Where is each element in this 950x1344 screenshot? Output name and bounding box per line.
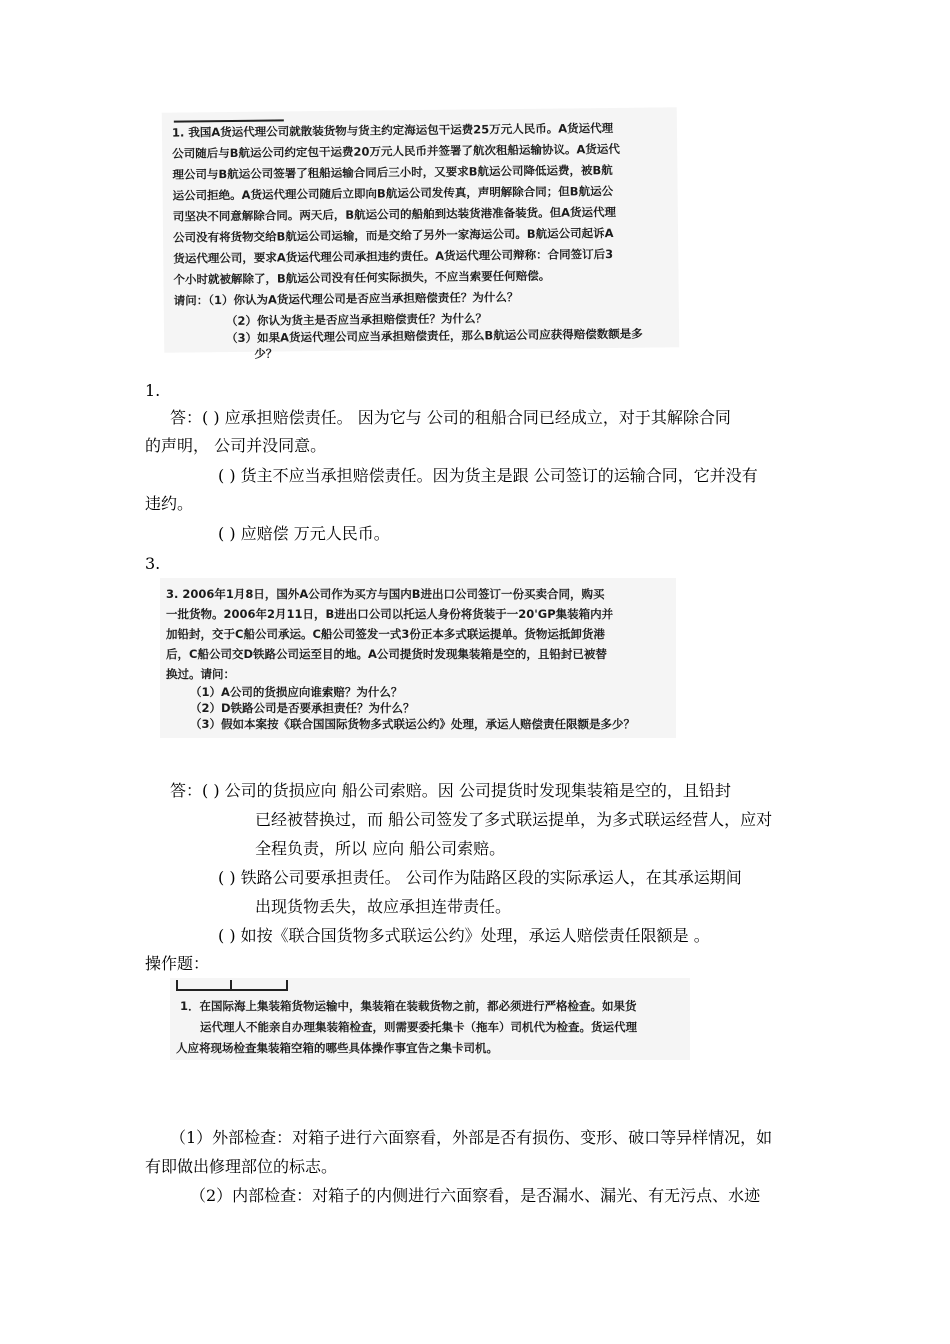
answer-3-line: 全程负责，所以 应向 船公司索赔。 — [255, 839, 506, 858]
scan1-line: 货运代理公司，要求A货运代理公司承担违约责任。A货运代理公司辩称：合同签订后3 — [173, 246, 614, 266]
operation-answer-line: 有即做出修理部位的标志。 — [145, 1157, 338, 1176]
scan2-line: （2）D铁路公司是否要承担责任？为什么？ — [190, 701, 415, 715]
scan1-line: （2）你认为货主是否应当承担赔偿责任？为什么？ — [225, 311, 488, 329]
scan2-line: 3. 2006年1月8日，国外A公司作为买方与国内B进出口公司签订一份买卖合同，购买 — [166, 587, 605, 601]
scanned-operation-question-image — [170, 978, 690, 1060]
scan1-line: 公司随后与B航运公司约定包干运费20万元人民币并签署了航次租船运输协议。A货运代 — [172, 141, 620, 161]
scan1-line: 请问：（1）你认为A货运代理公司是否应当承担赔偿责任？为什么？ — [173, 289, 519, 308]
answer-1-line: 的声明， 公司并没同意。 — [145, 436, 327, 455]
answer-1-line: ( ) 货主不应当承担赔偿责任。因为货主是跟 公司签订的运输合同，它并没有 — [218, 466, 758, 485]
scan2-line: （3）假如本案按《联合国国际货物多式联运公约》处理，承运人赔偿责任限额是多少？ — [190, 717, 635, 731]
scan1-line: 个小时就被解除了，B航运公司没有任何实际损失，不应当索要任何赔偿。 — [173, 268, 551, 287]
question-number: 3. — [145, 554, 161, 573]
scan2-line: （1）A公司的货损应向谁索赔？为什么？ — [190, 685, 403, 699]
operation-answer-line: （2）内部检查：对箱子的内侧进行六面察看，是否漏水、漏光、有无污点、水迹 — [190, 1186, 761, 1205]
scanned-question-image-1 — [162, 107, 679, 361]
bracket-tick — [230, 980, 232, 989]
answer-3-line: 已经被替换过，而 船公司签发了多式联运提单，为多式联运经营人，应对 — [255, 810, 773, 829]
answer-1-line: ( ) 应赔偿 万元人民币。 — [218, 524, 390, 543]
scan3-line: 运代理人不能亲自办理集装箱检查，则需要委托集卡（拖车）司机代为检查。货运代理 — [200, 1020, 637, 1034]
bracket-tick — [286, 980, 288, 991]
scan1-line: 运公司拒绝。A货运代理公司随后立即向B航运公司发传真，声明解除合同；但B航运公 — [172, 183, 614, 203]
bracket-mark — [176, 980, 288, 991]
scan2-line: 一批货物。2006年2月11日，B进出口公司以托运人身份将货装于一20'GP集装箱内并 — [166, 607, 614, 621]
scan1-line: （3）如果A货运代理公司应当承担赔偿责任，那么B航运公司应获得赔偿数额是多 — [226, 326, 643, 346]
answer-3-line: 答：( ) 公司的货损应向 船公司索赔。因 公司提货时发现集装箱是空的，且铅封 — [170, 781, 731, 800]
operation-answer-line: （1）外部检查：对箱子进行六面察看，外部是否有损伤、变形、破口等异样情况，如 — [170, 1128, 773, 1147]
section-heading: 操作题： — [145, 954, 210, 973]
question-number: 1. — [145, 381, 161, 400]
scan1-line: 1. 我国A货运代理公司就散装货物与货主约定海运包干运费25万元人民币。A货运代理 — [171, 120, 614, 140]
scan2-line: 换过。请问： — [166, 667, 235, 681]
answer-3-line: ( ) 如按《联合国货物多式联运公约》处理，承运人赔偿责任限额是 。 — [218, 926, 710, 945]
scan1-line: 理公司与B航运公司签署了租船运输合同后三小时，又要求B航运公司降低运费，被B航 — [172, 162, 613, 182]
scan1-line: 公司没有将货物交给B航运公司运输，而是交给了另外一家海运公司。B航运公司起诉A — [172, 225, 614, 245]
scan2-line: 加铅封，交于C船公司承运。C船公司签发一式3份正本多式联运提单。货物运抵卸货港 — [166, 627, 605, 641]
scan1-line: 司坚决不同意解除合同。两天后，B航运公司的船舶到达装货港准备装货。但A货运代理 — [172, 204, 617, 224]
scan3-line: 人应将现场检查集装箱空箱的哪些具体操作事宜告之集卡司机。 — [176, 1041, 498, 1055]
scan2-line: 后，C船公司交D铁路公司运至目的地。A公司提货时发现集装箱是空的，且铅封已被替 — [166, 647, 607, 661]
answer-3-line: ( ) 铁路公司要承担责任。 公司作为陆路区段的实际承运人，在其承运期间 — [218, 868, 742, 887]
scanned-question-image-3 — [160, 578, 676, 738]
scan3-line: 1．在国际海上集装箱货物运输中，集装箱在装载货物之前，都必须进行严格检查。如果货 — [180, 999, 637, 1013]
scan1-line: 少？ — [254, 346, 278, 361]
answer-3-line: 出现货物丢失，故应承担连带责任。 — [255, 897, 512, 916]
answer-1-line: 答：( ) 应承担赔偿责任。 因为它与 公司的租船合同已经成立，对于其解除合同 — [170, 408, 731, 427]
answer-1-line: 违约。 — [145, 494, 194, 513]
